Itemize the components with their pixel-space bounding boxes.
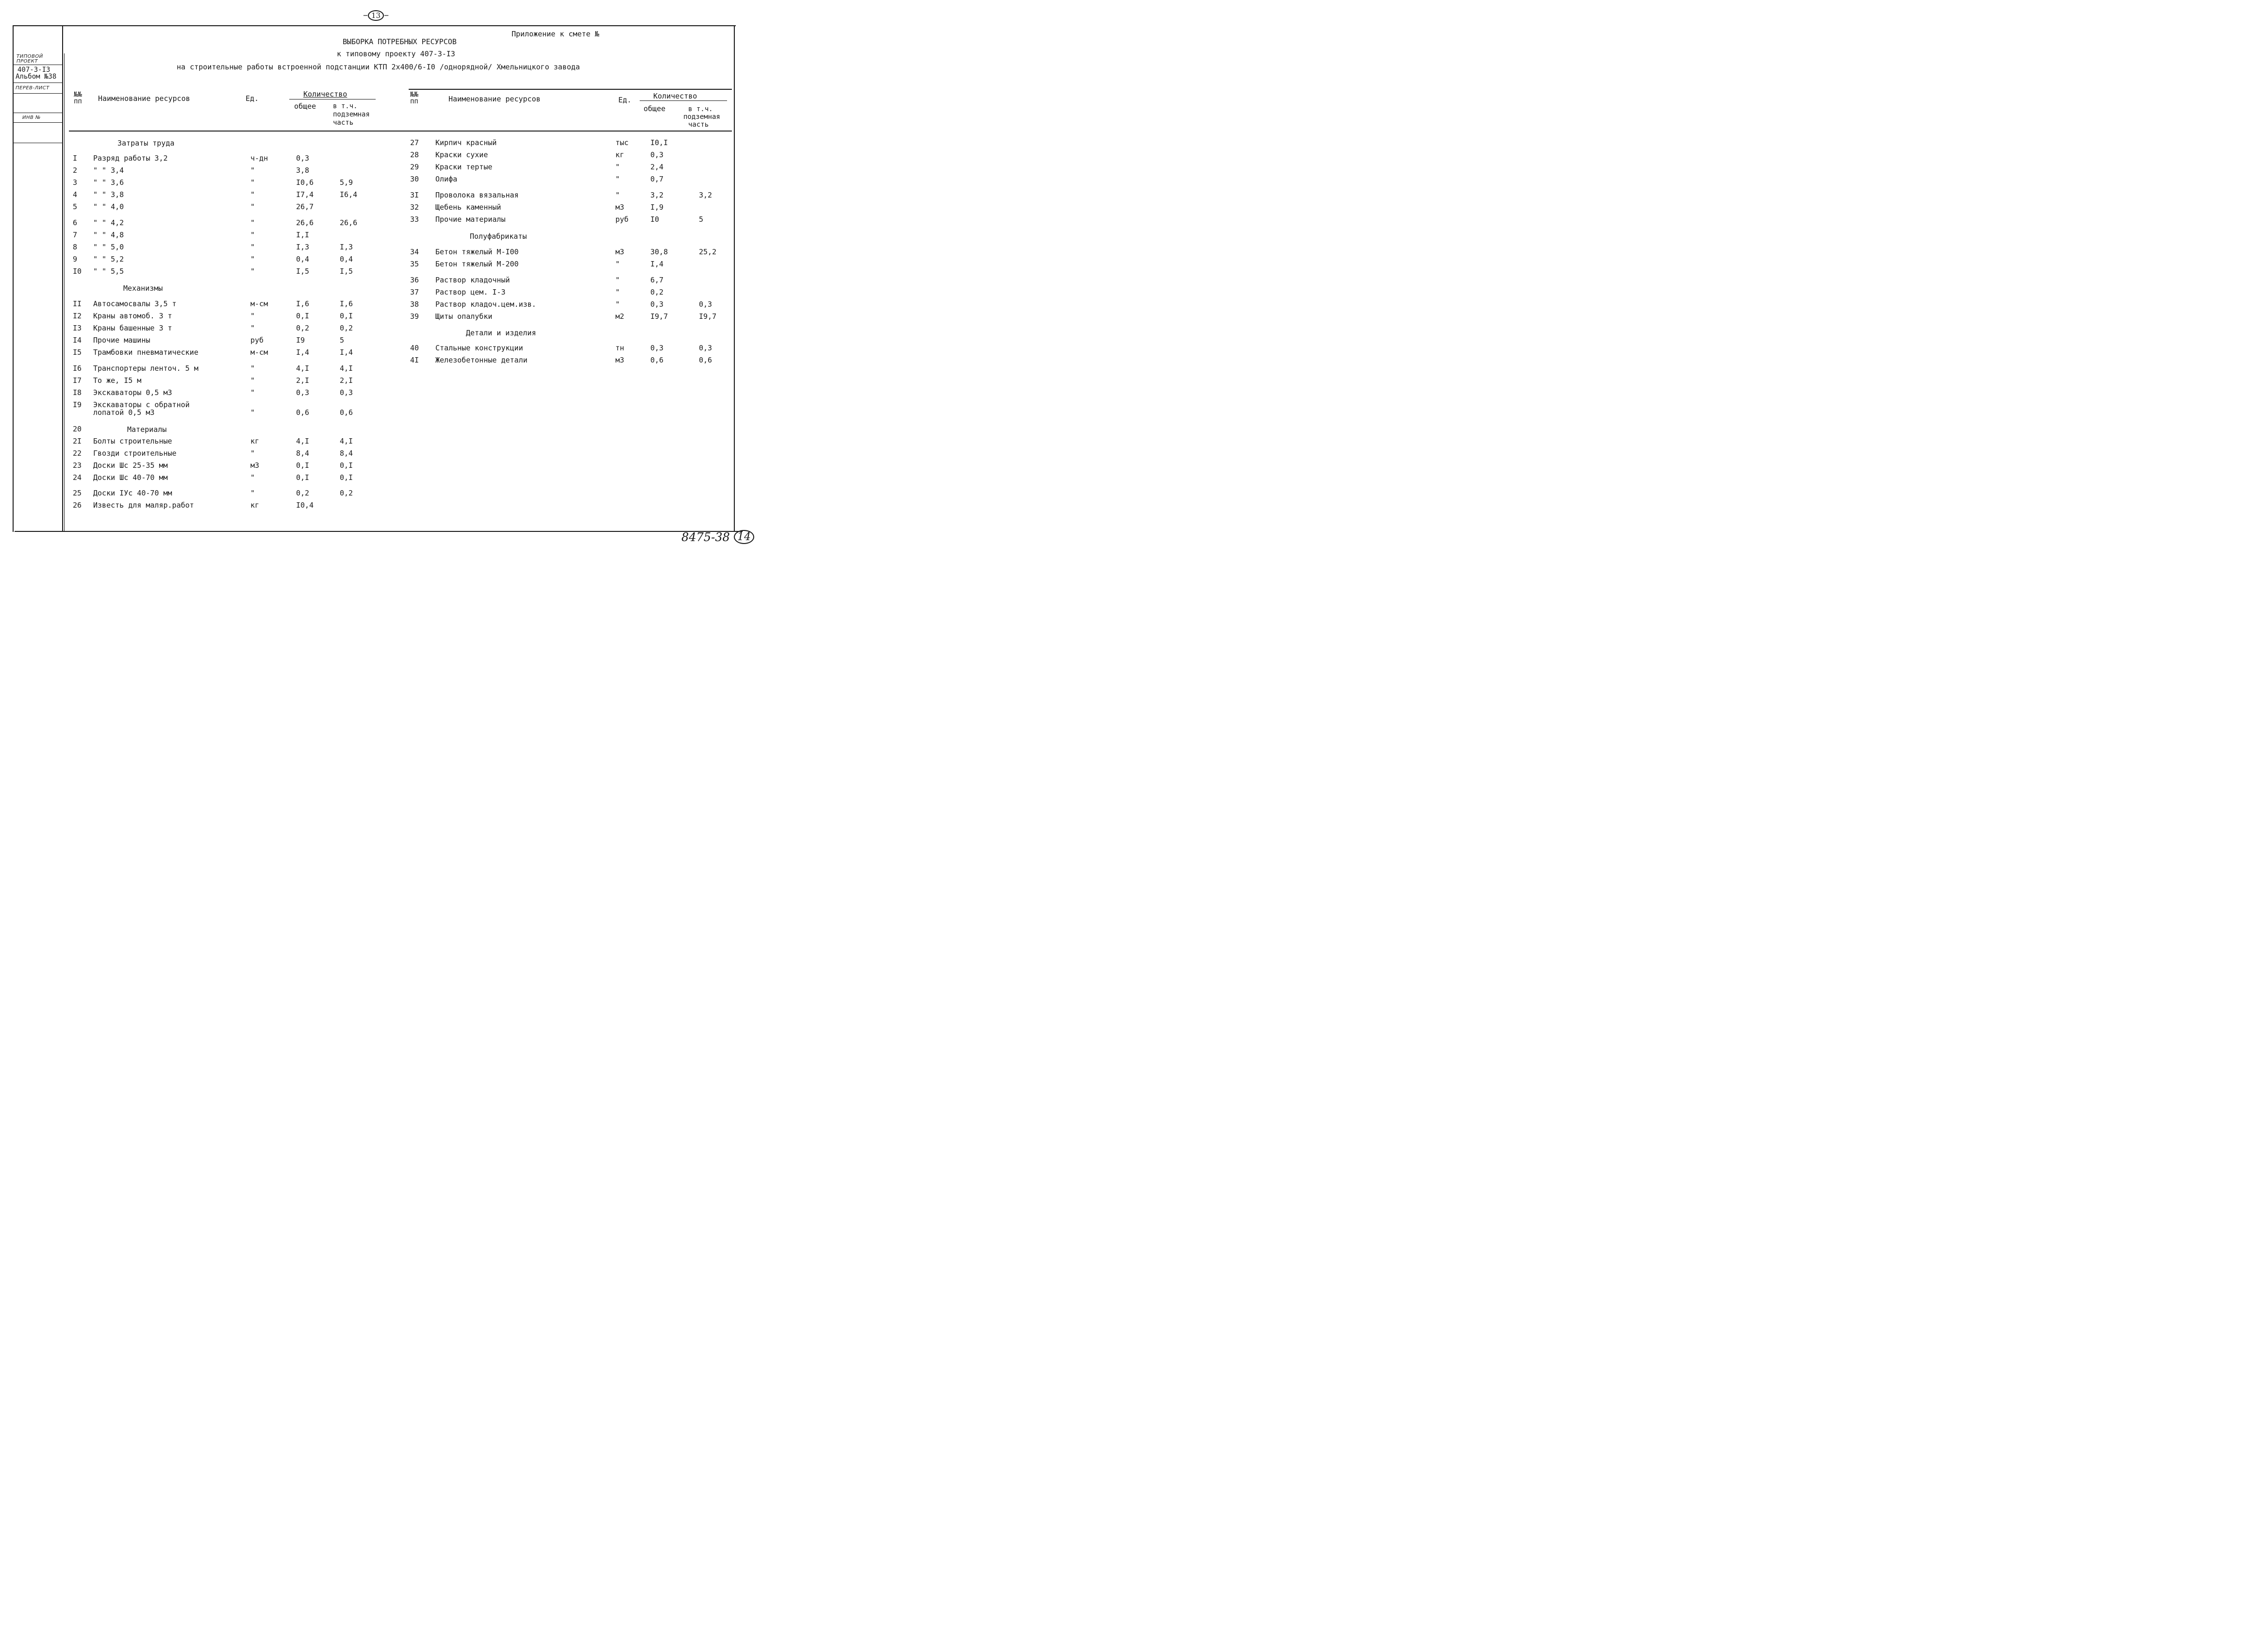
cell-under: 8,4 bbox=[340, 449, 353, 458]
cell-unit: " bbox=[250, 473, 255, 482]
cell-unit: кг bbox=[615, 150, 625, 159]
side-panel-secondary-line bbox=[64, 53, 65, 531]
cell-unit: " bbox=[250, 218, 255, 227]
left-header-qty: Количество bbox=[303, 90, 348, 99]
page-number-block: – 13 – bbox=[363, 9, 389, 20]
cell-name: " " 5,2 bbox=[93, 255, 124, 264]
cell-unit: " bbox=[250, 449, 255, 458]
cell-under: I,6 bbox=[340, 299, 353, 308]
cell-unit: кг bbox=[250, 501, 260, 510]
section-materials: Материалы bbox=[127, 425, 167, 434]
cell-under: 5,9 bbox=[340, 178, 353, 187]
cell-name: Трамбовки пневматические bbox=[93, 348, 199, 357]
cell-unit: " bbox=[615, 260, 620, 268]
cell-n: I2 bbox=[73, 312, 82, 320]
cell-name: Автосамосвалы 3,5 т bbox=[93, 299, 177, 308]
right-header-under-2: подземная bbox=[683, 113, 720, 121]
cell-name: Доски Шс 40-70 мм bbox=[93, 473, 168, 482]
cell-name: " " 3,4 bbox=[93, 166, 124, 175]
cell-total: 0,2 bbox=[650, 288, 664, 297]
header-bottom-rule bbox=[69, 131, 732, 132]
cell-n: 3I bbox=[410, 191, 419, 199]
left-header-unit: Ед. bbox=[246, 94, 259, 103]
cell-name: Проволока вязальная bbox=[435, 191, 519, 199]
cell-name: Стальные конструкции bbox=[435, 344, 523, 352]
cell-n: II bbox=[73, 299, 82, 308]
cell-name: " " 3,6 bbox=[93, 178, 124, 187]
cell-name: Краны автомоб. 3 т bbox=[93, 312, 172, 320]
cell-name: Разряд работы 3,2 bbox=[93, 154, 168, 163]
side-stamp-inventory: ИНВ № bbox=[22, 115, 41, 120]
cell-unit: тыс bbox=[615, 138, 629, 147]
cell-n: 24 bbox=[73, 473, 82, 482]
cell-name: Прочие машины bbox=[93, 336, 150, 345]
cell-total: 0,2 bbox=[296, 324, 310, 332]
cell-total: I9,7 bbox=[650, 312, 668, 321]
cell-name: Олифа bbox=[435, 175, 458, 183]
cell-name: Раствор цем. I-3 bbox=[435, 288, 506, 297]
cell-total: 0,6 bbox=[296, 408, 310, 417]
cell-under: 5 bbox=[340, 336, 345, 345]
cell-under: 25,2 bbox=[699, 248, 717, 256]
left-header-name: Наименование ресурсов bbox=[98, 94, 190, 103]
cell-total: I9 bbox=[296, 336, 305, 345]
title-line-2: к типовому проекту 407-3-I3 bbox=[337, 50, 455, 58]
cell-name: Бетон тяжелый М-200 bbox=[435, 260, 519, 268]
cell-unit: " bbox=[615, 175, 620, 183]
right-header-unit: Ед. bbox=[618, 96, 632, 104]
side-stamp-project: ТИПОВОЙ ПРОЕКТ bbox=[17, 54, 43, 64]
cell-total: 0,I bbox=[296, 473, 310, 482]
cell-n: 8 bbox=[73, 243, 78, 251]
cell-total: 0,3 bbox=[650, 344, 664, 352]
cell-n: I6 bbox=[73, 364, 82, 373]
cell-under: 0,6 bbox=[699, 356, 712, 364]
cell-under: 0,2 bbox=[340, 324, 353, 332]
cell-total: 26,7 bbox=[296, 202, 314, 211]
right-header-num: №№ пп bbox=[410, 91, 418, 105]
cell-total: I,3 bbox=[296, 243, 310, 251]
cell-name: " " 5,0 bbox=[93, 243, 124, 251]
cell-name-continued: лопатой 0,5 м3 bbox=[93, 408, 155, 417]
cell-unit: кг bbox=[250, 437, 260, 446]
page-number: 13 bbox=[368, 10, 384, 21]
cell-total: I,I bbox=[296, 231, 310, 239]
cell-name: " " 3,8 bbox=[93, 190, 124, 199]
cell-n: 34 bbox=[410, 248, 419, 256]
cell-total: 0,3 bbox=[296, 388, 310, 397]
cell-unit: м3 bbox=[250, 461, 260, 470]
annex-label: Приложение к смете № bbox=[512, 30, 599, 38]
cell-unit: м-см bbox=[250, 299, 268, 308]
section-semi-products: Полуфабрикаты bbox=[470, 232, 527, 241]
cell-name: Щиты опалубки bbox=[435, 312, 493, 321]
cell-total: 6,7 bbox=[650, 276, 664, 284]
cell-name: Краски сухие bbox=[435, 150, 488, 159]
cell-under: 26,6 bbox=[340, 218, 358, 227]
cell-n: 40 bbox=[410, 344, 419, 352]
cell-unit: " bbox=[250, 190, 255, 199]
side-stamp-sheet: ПЕРЕВ-ЛИСТ bbox=[16, 85, 50, 91]
cell-under: 0,I bbox=[340, 312, 353, 320]
right-header-qty: Количество bbox=[653, 92, 697, 100]
cell-total: 26,6 bbox=[296, 218, 314, 227]
cell-name: Раствор кладоч.цем.изв. bbox=[435, 300, 536, 309]
cell-under: 3,2 bbox=[699, 191, 712, 199]
cell-n: I0 bbox=[73, 267, 82, 276]
cell-unit: " bbox=[250, 202, 255, 211]
cell-unit: м2 bbox=[615, 312, 625, 321]
right-header-total: общее bbox=[644, 104, 666, 113]
frame-bottom-border bbox=[15, 531, 743, 532]
frame-left-border bbox=[13, 25, 14, 532]
cell-n: 4I bbox=[410, 356, 419, 364]
cell-n: I4 bbox=[73, 336, 82, 345]
cell-total: I,4 bbox=[296, 348, 310, 357]
cell-total: I0 bbox=[650, 215, 660, 224]
cell-name: Транспортеры ленточ. 5 м bbox=[93, 364, 199, 373]
cell-under: 0,6 bbox=[340, 408, 353, 417]
cell-n: 2 bbox=[73, 166, 78, 175]
frame-top-border bbox=[13, 25, 736, 26]
cell-under: I6,4 bbox=[340, 190, 358, 199]
left-header-under-2: подземная bbox=[333, 111, 370, 118]
right-header-name: Наименование ресурсов bbox=[448, 95, 541, 103]
cell-name: Доски Шс 25-35 мм bbox=[93, 461, 168, 470]
cell-unit: " bbox=[250, 489, 255, 497]
cell-under: 0,2 bbox=[340, 489, 353, 497]
cell-total: I0,4 bbox=[296, 501, 314, 510]
cell-under: 0,I bbox=[340, 461, 353, 470]
cell-total: 0,I bbox=[296, 461, 310, 470]
right-qty-rule bbox=[640, 100, 727, 101]
cell-total: 0,3 bbox=[650, 300, 664, 309]
cell-unit: м-см bbox=[250, 348, 268, 357]
cell-n: I8 bbox=[73, 388, 82, 397]
left-header-under-1: в т.ч. bbox=[333, 102, 358, 110]
cell-under: I,3 bbox=[340, 243, 353, 251]
cell-total: 2,I bbox=[296, 376, 310, 385]
cell-name: Гвозди строительные bbox=[93, 449, 177, 458]
side-project-number: 407-3-I3 bbox=[17, 66, 50, 74]
cell-name: Щебень каменный bbox=[435, 203, 501, 212]
cell-total: 8,4 bbox=[296, 449, 310, 458]
cell-n: 30 bbox=[410, 175, 419, 183]
side-divider-5 bbox=[13, 122, 63, 123]
cell-n: I7 bbox=[73, 376, 82, 385]
cell-under: 0,3 bbox=[340, 388, 353, 397]
cell-total: I0,6 bbox=[296, 178, 314, 187]
cell-n: 35 bbox=[410, 260, 419, 268]
cell-name: Бетон тяжелый М-I00 bbox=[435, 248, 519, 256]
cell-name: То же, I5 м bbox=[93, 376, 142, 385]
cell-name: Экскаваторы с обратной bbox=[93, 400, 190, 409]
cell-n: I bbox=[73, 154, 78, 163]
cell-n: 28 bbox=[410, 150, 419, 159]
title-line-1: ВЫБОРКА ПОТРЕБНЫХ РЕСУРСОВ bbox=[343, 37, 457, 46]
cell-n: 36 bbox=[410, 276, 419, 284]
cell-total: I,5 bbox=[296, 267, 310, 276]
cell-under: I,4 bbox=[340, 348, 353, 357]
cell-n: 20 bbox=[73, 425, 82, 433]
cell-name: Доски IУс 40-70 мм bbox=[93, 489, 172, 497]
section-machines: Механизмы bbox=[123, 284, 163, 293]
cell-n: 7 bbox=[73, 231, 78, 239]
cell-total: 3,2 bbox=[650, 191, 664, 199]
right-header-top-rule bbox=[409, 89, 732, 90]
cell-name: Прочие материалы bbox=[435, 215, 506, 224]
footer-sheet: 14 bbox=[734, 530, 754, 544]
cell-unit: " bbox=[250, 408, 255, 417]
frame-right-border bbox=[734, 25, 735, 532]
cell-n: 2I bbox=[73, 437, 82, 446]
cell-name: Известь для маляр.работ bbox=[93, 501, 194, 510]
cell-unit: " bbox=[250, 376, 255, 385]
cell-unit: " bbox=[250, 178, 255, 187]
cell-name: Краски тертые bbox=[435, 163, 493, 171]
cell-unit: " bbox=[250, 231, 255, 239]
cell-total: 0,3 bbox=[296, 154, 310, 163]
cell-under: 0,I bbox=[340, 473, 353, 482]
cell-n: 9 bbox=[73, 255, 78, 264]
cell-n: 3 bbox=[73, 178, 78, 187]
cell-total: I,6 bbox=[296, 299, 310, 308]
right-header-under-1: в т.ч. bbox=[688, 105, 713, 113]
cell-total: 0,4 bbox=[296, 255, 310, 264]
cell-n: 32 bbox=[410, 203, 419, 212]
cell-n: 25 bbox=[73, 489, 82, 497]
cell-unit: " bbox=[615, 300, 620, 309]
section-labor: Затраты труда bbox=[117, 139, 175, 148]
cell-name: Болты строительные bbox=[93, 437, 172, 446]
cell-unit: " bbox=[250, 312, 255, 320]
cell-unit: тн bbox=[615, 344, 625, 352]
cell-under: 0,3 bbox=[699, 300, 712, 309]
cell-unit: " bbox=[250, 243, 255, 251]
cell-unit: м3 bbox=[615, 356, 625, 364]
cell-total: I0,I bbox=[650, 138, 668, 147]
cell-unit: м3 bbox=[615, 203, 625, 212]
cell-under: 0,4 bbox=[340, 255, 353, 264]
side-album: Альбом №38 bbox=[16, 73, 57, 81]
section-parts: Детали и изделия bbox=[466, 329, 536, 337]
cell-name: " " 5,5 bbox=[93, 267, 124, 276]
cell-total: I7,4 bbox=[296, 190, 314, 199]
cell-unit: " bbox=[250, 324, 255, 332]
cell-n: 26 bbox=[73, 501, 82, 510]
cell-unit: " bbox=[250, 388, 255, 397]
cell-n: 23 bbox=[73, 461, 82, 470]
cell-n: 4 bbox=[73, 190, 78, 199]
cell-total: 3,8 bbox=[296, 166, 310, 175]
left-header-total: общее bbox=[294, 102, 316, 111]
cell-n: 37 bbox=[410, 288, 419, 297]
cell-under: I,5 bbox=[340, 267, 353, 276]
cell-unit: " bbox=[615, 163, 620, 171]
cell-under: 4,I bbox=[340, 364, 353, 373]
cell-n: 33 bbox=[410, 215, 419, 224]
cell-n: I5 bbox=[73, 348, 82, 357]
cell-total: 4,I bbox=[296, 364, 310, 373]
cell-total: 4,I bbox=[296, 437, 310, 446]
cell-unit: " bbox=[250, 166, 255, 175]
cell-unit: руб bbox=[615, 215, 629, 224]
cell-n: 6 bbox=[73, 218, 78, 227]
cell-name: Краны башенные 3 т bbox=[93, 324, 172, 332]
cell-unit: руб bbox=[250, 336, 264, 345]
cell-unit: " bbox=[250, 267, 255, 276]
document-page bbox=[0, 0, 756, 545]
cell-unit: " bbox=[250, 364, 255, 373]
cell-under: I9,7 bbox=[699, 312, 717, 321]
cell-name: Кирпич красный bbox=[435, 138, 497, 147]
footer-code: 8475-38 bbox=[681, 530, 730, 544]
cell-name: " " 4,0 bbox=[93, 202, 124, 211]
cell-total: 0,3 bbox=[650, 150, 664, 159]
cell-under: 4,I bbox=[340, 437, 353, 446]
cell-name: Экскаваторы 0,5 м3 bbox=[93, 388, 172, 397]
cell-n: 38 bbox=[410, 300, 419, 309]
cell-n: 27 bbox=[410, 138, 419, 147]
cell-name: Железобетонные детали bbox=[435, 356, 528, 364]
title-line-3: на строительные работы встроенной подстанции КТП 2х400/6-I0 /однорядной/ Хмельницкого завода bbox=[177, 63, 580, 71]
left-header-under-3: часть bbox=[333, 119, 354, 127]
cell-name: " " 4,8 bbox=[93, 231, 124, 239]
cell-n: I3 bbox=[73, 324, 82, 332]
cell-n: 22 bbox=[73, 449, 82, 458]
cell-total: 30,8 bbox=[650, 248, 668, 256]
cell-unit: " bbox=[615, 288, 620, 297]
cell-total: 2,4 bbox=[650, 163, 664, 171]
cell-under: 5 bbox=[699, 215, 704, 224]
cell-n: 39 bbox=[410, 312, 419, 321]
side-panel-divider bbox=[62, 26, 63, 531]
cell-n: 5 bbox=[73, 202, 78, 211]
cell-total: 0,7 bbox=[650, 175, 664, 183]
cell-under: 2,I bbox=[340, 376, 353, 385]
cell-under: 0,3 bbox=[699, 344, 712, 352]
cell-unit: " bbox=[615, 191, 620, 199]
cell-unit: " bbox=[615, 276, 620, 284]
cell-total: 0,6 bbox=[650, 356, 664, 364]
cell-total: I,9 bbox=[650, 203, 664, 212]
cell-unit: " bbox=[250, 255, 255, 264]
left-header-num: №№ пп bbox=[74, 91, 82, 105]
cell-n: 29 bbox=[410, 163, 419, 171]
cell-total: 0,I bbox=[296, 312, 310, 320]
cell-n: I9 bbox=[73, 400, 82, 409]
cell-unit: м3 bbox=[615, 248, 625, 256]
cell-unit: ч-дн bbox=[250, 154, 268, 163]
cell-name: " " 4,2 bbox=[93, 218, 124, 227]
cell-total: 0,2 bbox=[296, 489, 310, 497]
cell-name: Раствор кладочный bbox=[435, 276, 510, 284]
cell-total: I,4 bbox=[650, 260, 664, 268]
right-header-under-3: часть bbox=[688, 121, 709, 129]
side-divider-3 bbox=[13, 93, 63, 94]
